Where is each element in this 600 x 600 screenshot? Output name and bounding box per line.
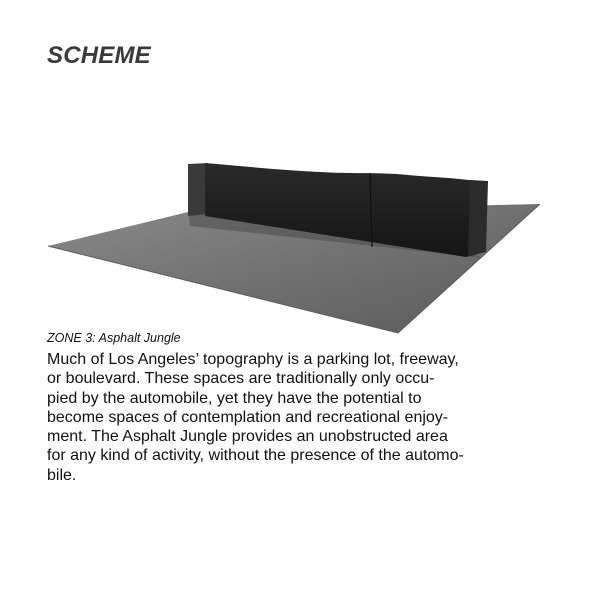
description-line: or boulevard. These spaces are traditionally only occu- [47,370,435,388]
description-line: bile. [47,466,77,484]
wall-right-face [468,180,488,256]
description-line: ment. The Asphalt Jungle provides an unobstructed area [47,428,448,446]
figure-caption: ZONE 3: Asphalt Jungle [47,331,181,345]
description-line: Much of Los Angeles’ topography is a parking lot, freeway, [47,351,459,368]
description-line: pied by the automobile, yet they have the potential to [47,389,422,407]
description-line: for any kind of activity, without the presence of the automo- [47,447,464,465]
description-paragraph [47,350,527,485]
description-line: become spaces of contemplation and recreational enjoy- [47,408,449,426]
page-title: SCHEME [47,42,151,69]
